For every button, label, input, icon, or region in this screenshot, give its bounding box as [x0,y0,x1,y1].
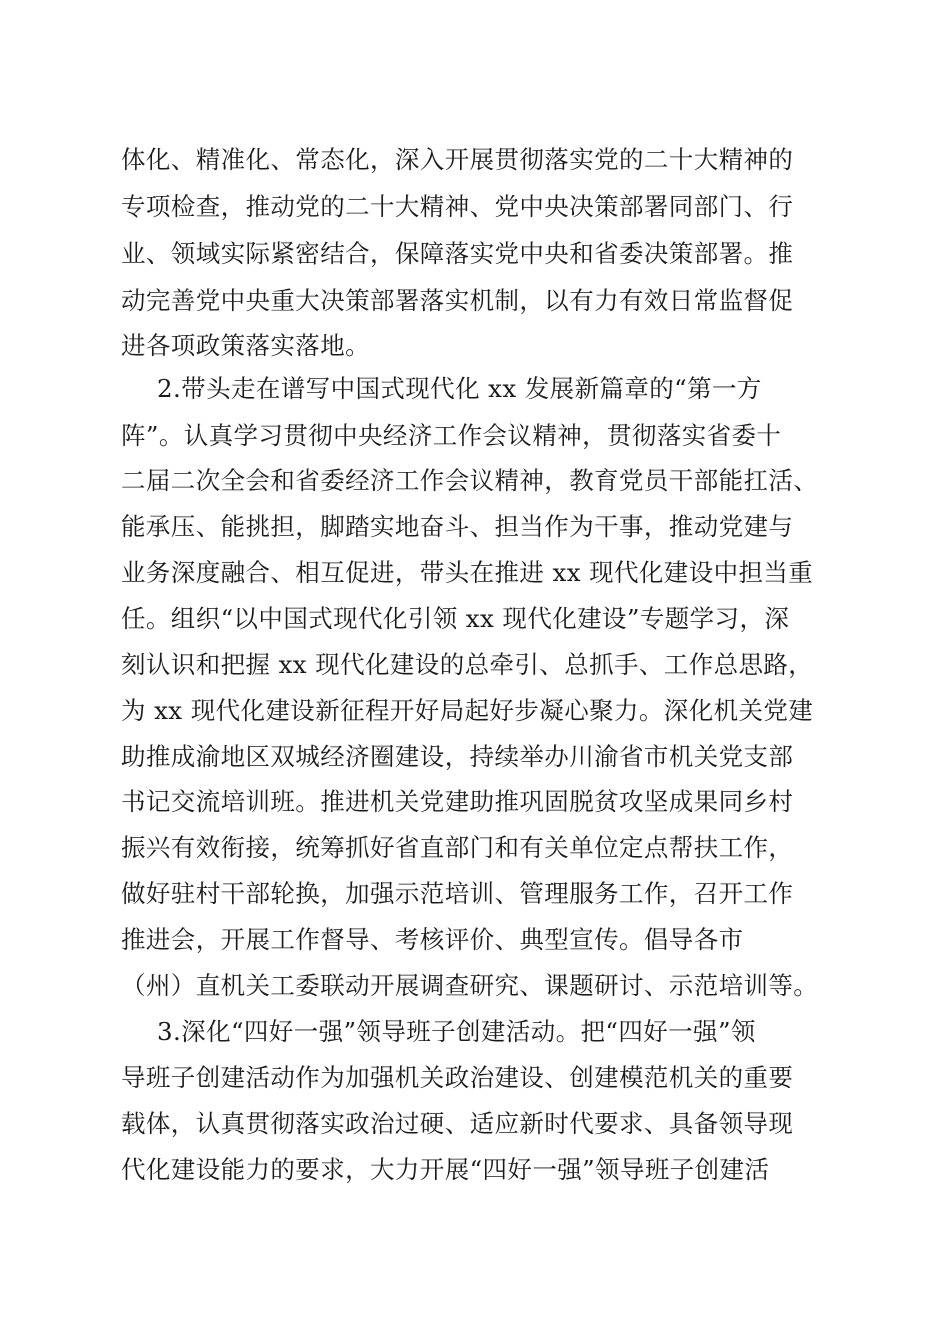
text-line-23: 代化建设能力的要求，大力开展“四好一强”领导班子创建活 [121,1155,770,1184]
text-line-14: 助推成渝地区双城经济圈建设，持续举办川渝省市机关党支部 [121,742,794,771]
text-line-1: 体化、精准化、常态化，深入开展贯彻落实党的二十大精神的 [121,145,794,174]
text-line-2: 专项检查，推动党的二十大精神、党中央决策部署同部门、行 [121,192,794,221]
text-line-18: 推进会，开展工作督导、考核评价、典型宣传。倡导各市 [121,925,744,954]
text-line-10: 业务深度融合、相互促进，带头在推进 xx 现代化建设中担当重 [121,558,814,587]
text-line-22: 载体，认真贯彻落实政治过硬、适应新时代要求、具备领导现 [121,1109,794,1138]
text-line-5: 进各项政策落实落地。 [121,331,370,360]
text-line-12: 刻认识和把握 xx 现代化建设的总牵引、总抓手、工作总思路， [121,650,814,679]
text-line-13: 为 xx 现代化建设新征程开好局起好步凝心聚力。深化机关党建 [121,696,814,725]
text-line-16: 振兴有效衔接，统筹抓好省直部门和有关单位定点帮扶工作， [121,833,794,862]
text-line-4: 动完善党中央重大决策部署落实机制，以有力有效日常监督促 [121,286,794,315]
text-line-17: 做好驻村干部轮换，加强示范培训、管理服务工作，召开工作 [121,879,794,908]
text-line-11: 任。组织“以中国式现代化引领 xx 现代化建设”专题学习，深 [121,604,790,633]
text-line-15: 书记交流培训班。推进机关党建助推巩固脱贫攻坚成果同乡村 [121,787,794,816]
text-line-8: 二届二次全会和省委经济工作会议精神，教育党员干部能扛活、 [121,466,819,495]
paragraph-2-heading-line: 2.带头走在谱写中国式现代化 xx 发展新篇章的“第一方 [157,374,762,403]
text-line-3: 业、领域实际紧密结合，保障落实党中央和省委决策部署。推 [121,239,794,268]
text-line-19: （州）直机关工委联动开展调查研究、课题研讨、示范培训等。 [121,971,819,1000]
text-line-21: 导班子创建活动作为加强机关政治建设、创建模范机关的重要 [121,1063,794,1092]
text-line-7: 阵”。认真学习贯彻中央经济工作会议精神，贯彻落实省委十 [121,421,782,450]
paragraph-3-heading-line: 3.深化“四好一强”领导班子创建活动。把“四好一强”领 [157,1017,756,1046]
text-line-9: 能承压、能挑担，脚踏实地奋斗、担当作为干事，推动党建与 [121,512,794,541]
